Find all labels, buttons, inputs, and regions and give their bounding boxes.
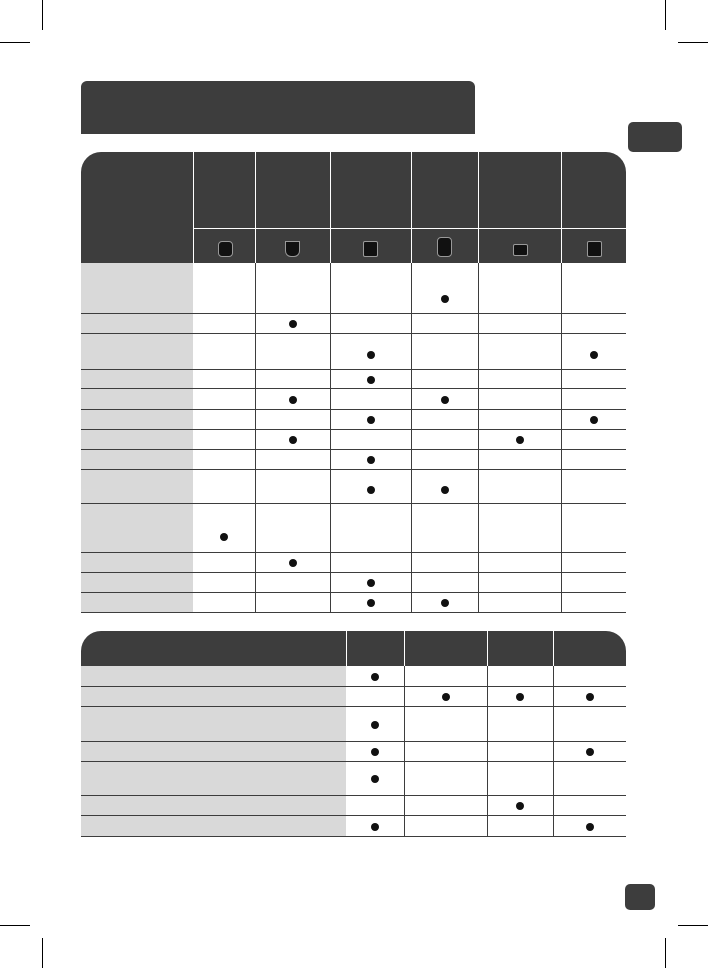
cell-divider: [561, 389, 562, 410]
table1-row: [193, 263, 626, 314]
cell-divider: [255, 370, 256, 389]
table2-row-label: [81, 762, 346, 796]
table1-row-label: [81, 370, 193, 389]
table1-row-label: [81, 430, 193, 450]
compatibility-dot: [371, 775, 379, 783]
cell-divider: [478, 314, 479, 334]
cell-divider: [478, 389, 479, 410]
cell-divider: [561, 504, 562, 553]
table2-row: [346, 762, 626, 796]
crop-mark: [0, 925, 30, 926]
shallow-pan-icon: [513, 244, 528, 256]
cell-divider: [330, 470, 331, 504]
cell-divider: [255, 389, 256, 410]
cell-divider: [411, 389, 412, 410]
column-divider: [255, 152, 256, 263]
cell-divider: [411, 314, 412, 334]
compatibility-dot: [367, 599, 375, 607]
cell-divider: [255, 553, 256, 573]
table2-row-label: [81, 816, 346, 837]
table2-row: [346, 796, 626, 816]
compatibility-dot: [367, 486, 375, 494]
table1-row-label: [81, 573, 193, 593]
cell-divider: [487, 666, 488, 687]
table1-row: [193, 410, 626, 430]
language-tab: [628, 122, 682, 152]
table2-row: [346, 742, 626, 762]
table1-row: [193, 450, 626, 470]
table1-row: [193, 370, 626, 389]
crop-mark: [42, 0, 43, 30]
cell-divider: [561, 410, 562, 430]
column-divider: [561, 152, 562, 263]
cell-divider: [553, 687, 554, 707]
crop-mark: [678, 925, 708, 926]
table1-row: [193, 573, 626, 593]
table1-row-label: [81, 410, 193, 430]
compatibility-dot: [586, 748, 594, 756]
compatibility-dot: [367, 351, 375, 359]
cell-divider: [411, 334, 412, 370]
cell-divider: [404, 707, 405, 742]
compatibility-dot: [371, 823, 379, 831]
compatibility-dot: [516, 436, 524, 444]
cell-divider: [553, 742, 554, 762]
cell-divider: [330, 389, 331, 410]
cell-divider: [478, 593, 479, 613]
cell-divider: [561, 263, 562, 314]
table1-row: [193, 314, 626, 334]
cell-divider: [411, 263, 412, 314]
compatibility-dot: [289, 436, 297, 444]
cell-divider: [553, 707, 554, 742]
cell-divider: [478, 263, 479, 314]
compatibility-dot: [516, 802, 524, 810]
dish-icon: [587, 241, 602, 257]
cell-divider: [553, 762, 554, 796]
table1-row: [193, 389, 626, 410]
cell-divider: [411, 370, 412, 389]
cell-divider: [478, 504, 479, 553]
cell-divider: [553, 666, 554, 687]
cell-divider: [478, 410, 479, 430]
cell-divider: [561, 334, 562, 370]
cell-divider: [411, 410, 412, 430]
cell-divider: [561, 573, 562, 593]
cell-divider: [255, 263, 256, 314]
cell-divider: [478, 450, 479, 470]
cell-divider: [478, 370, 479, 389]
cell-divider: [411, 504, 412, 553]
table2-row-label: [81, 687, 346, 707]
header-divider: [193, 228, 626, 229]
cell-divider: [255, 593, 256, 613]
pan-icon: [363, 241, 378, 257]
table2-row: [346, 687, 626, 707]
cell-divider: [255, 410, 256, 430]
table1-row: [193, 470, 626, 504]
compatibility-dot: [220, 533, 228, 541]
page-number-box: [625, 884, 655, 910]
cell-divider: [561, 593, 562, 613]
cell-divider: [404, 796, 405, 816]
compatibility-dot: [516, 693, 524, 701]
cell-divider: [255, 334, 256, 370]
crop-mark: [42, 938, 43, 968]
cell-divider: [411, 593, 412, 613]
compatibility-dot: [590, 351, 598, 359]
cell-divider: [404, 762, 405, 796]
cell-divider: [411, 430, 412, 450]
compatibility-dot: [371, 673, 379, 681]
cell-divider: [404, 666, 405, 687]
table1-row-label: [81, 470, 193, 504]
cell-divider: [487, 687, 488, 707]
cell-divider: [478, 573, 479, 593]
crop-mark: [678, 42, 708, 43]
cell-divider: [330, 370, 331, 389]
cell-divider: [255, 470, 256, 504]
compatibility-dot: [441, 486, 449, 494]
table2-row-label: [81, 666, 346, 687]
table1-row: [193, 334, 626, 370]
cell-divider: [487, 707, 488, 742]
table1-header: [81, 152, 626, 263]
cell-divider: [411, 450, 412, 470]
cell-divider: [330, 553, 331, 573]
cell-divider: [478, 430, 479, 450]
table1-row: [193, 430, 626, 450]
table2-header: [81, 631, 626, 666]
cell-divider: [487, 816, 488, 837]
cell-divider: [561, 470, 562, 504]
table1-row-label: [81, 504, 193, 553]
table1-row: [193, 553, 626, 573]
table2-row-label: [81, 742, 346, 762]
cell-divider: [330, 593, 331, 613]
crop-mark: [0, 42, 30, 43]
section-title-bar: [81, 81, 475, 134]
table2-row: [346, 816, 626, 837]
cell-divider: [411, 553, 412, 573]
crop-mark: [665, 938, 666, 968]
compatibility-dot: [289, 559, 297, 567]
cell-divider: [330, 314, 331, 334]
wok-icon: [285, 241, 300, 257]
cell-divider: [561, 314, 562, 334]
cell-divider: [255, 504, 256, 553]
compatibility-dot: [367, 376, 375, 384]
column-divider: [478, 152, 479, 263]
table1-row-label: [81, 263, 193, 314]
cell-divider: [255, 430, 256, 450]
compatibility-dot: [441, 396, 449, 404]
cell-divider: [553, 816, 554, 837]
table1-row-label: [81, 593, 193, 613]
cell-divider: [478, 470, 479, 504]
table1-row: [193, 593, 626, 613]
pot-icon: [218, 241, 233, 257]
column-divider: [193, 152, 194, 263]
cell-divider: [561, 450, 562, 470]
tall-pot-icon: [437, 237, 452, 257]
compatibility-dot: [371, 721, 379, 729]
cell-divider: [487, 762, 488, 796]
cell-divider: [330, 504, 331, 553]
compatibility-dot: [442, 693, 450, 701]
column-divider: [411, 152, 412, 263]
cell-divider: [561, 430, 562, 450]
column-divider: [330, 152, 331, 263]
compatibility-dot: [441, 599, 449, 607]
table1-row-label: [81, 334, 193, 370]
table1-row: [193, 504, 626, 553]
cell-divider: [330, 263, 331, 314]
cell-divider: [487, 796, 488, 816]
cell-divider: [330, 450, 331, 470]
crop-mark: [665, 0, 666, 30]
cell-divider: [255, 314, 256, 334]
table1-row-label: [81, 553, 193, 573]
table1-row-label: [81, 389, 193, 410]
cell-divider: [487, 742, 488, 762]
compatibility-dot: [367, 416, 375, 424]
compatibility-dot: [586, 693, 594, 701]
compatibility-dot: [289, 396, 297, 404]
compatibility-dot: [586, 823, 594, 831]
cell-divider: [404, 816, 405, 837]
column-divider: [553, 631, 554, 666]
cell-divider: [255, 450, 256, 470]
compatibility-dot: [371, 748, 379, 756]
column-divider: [346, 631, 347, 666]
table2-row-label: [81, 707, 346, 742]
cell-divider: [478, 334, 479, 370]
cell-divider: [255, 573, 256, 593]
cell-divider: [330, 573, 331, 593]
table1-row-label: [81, 450, 193, 470]
cell-divider: [553, 796, 554, 816]
cell-divider: [561, 370, 562, 389]
compatibility-dot: [367, 456, 375, 464]
cell-divider: [478, 553, 479, 573]
cell-divider: [330, 430, 331, 450]
cell-divider: [404, 742, 405, 762]
cell-divider: [330, 410, 331, 430]
cell-divider: [561, 553, 562, 573]
compatibility-dot: [289, 320, 297, 328]
column-divider: [487, 631, 488, 666]
table2-row: [346, 666, 626, 687]
compatibility-dot: [441, 295, 449, 303]
cell-divider: [330, 334, 331, 370]
table2-row-label: [81, 796, 346, 816]
cell-divider: [411, 573, 412, 593]
column-divider: [404, 631, 405, 666]
cell-divider: [411, 470, 412, 504]
compatibility-dot: [367, 579, 375, 587]
table1-row-label: [81, 314, 193, 334]
compatibility-dot: [590, 416, 598, 424]
cell-divider: [404, 687, 405, 707]
table2-row: [346, 707, 626, 742]
